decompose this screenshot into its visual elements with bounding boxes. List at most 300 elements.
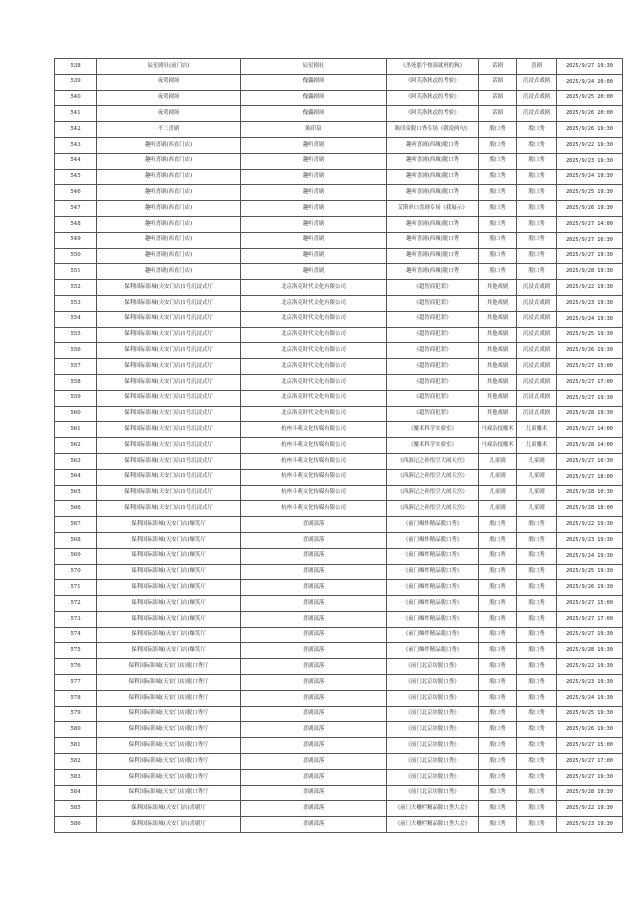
table-row <box>55 754 623 770</box>
cell-venue: 趣听喜剧(西直门店) <box>97 169 241 185</box>
cell-organizer: 喜剧部落 <box>241 817 387 833</box>
cell-time: 2025/9/24 19:30 <box>557 311 623 327</box>
cell-title: 趣听喜剧(西城)脱口秀 <box>387 169 479 185</box>
cell-title: 《前门爆炸精品脱口秀》 <box>387 564 479 580</box>
cell-title: 《前门爆炸精品脱口秀》 <box>387 548 479 564</box>
cell-venue: 保利国际影城(天安门店)爆笑厅 <box>97 564 241 580</box>
cell-id: 579 <box>55 706 97 722</box>
cell-time: 2025/9/26 19:30 <box>557 722 623 738</box>
cell-subcategory: 沉浸式戏剧 <box>517 343 557 359</box>
table-row <box>55 580 623 596</box>
table-row <box>55 722 623 738</box>
cell-organizer: 喜剧部落 <box>241 627 387 643</box>
cell-time: 2025/9/22 19:30 <box>557 517 623 533</box>
table-row <box>55 311 623 327</box>
cell-venue: 趣听喜剧(西直门店) <box>97 137 241 153</box>
cell-category: 儿童剧 <box>479 485 517 501</box>
cell-subcategory: 脱口秀 <box>517 216 557 232</box>
cell-title: 《前门爆炸精品脱口秀》 <box>387 596 479 612</box>
table-row <box>55 627 623 643</box>
cell-title: 《前门北京坊脱口秀》 <box>387 754 479 770</box>
cell-subcategory: 脱口秀 <box>517 137 557 153</box>
cell-category: 脱口秀 <box>479 675 517 691</box>
cell-time: 2025/9/27 10:30 <box>557 453 623 469</box>
cell-time: 2025/9/23 19:30 <box>557 153 623 169</box>
cell-id: 549 <box>55 232 97 248</box>
cell-subcategory: 脱口秀 <box>517 722 557 738</box>
cell-title: 趣听喜剧(西城)脱口秀 <box>387 248 479 264</box>
cell-time: 2025/9/28 19:30 <box>557 264 623 280</box>
cell-category: 脱口秀 <box>479 216 517 232</box>
cell-title: 《杀死那个按部就班的狗》 <box>387 59 479 75</box>
cell-time: 2025/9/28 10:30 <box>557 485 623 501</box>
cell-venue: 保利国际影城(天安门店)1号沉浸式厅 <box>97 422 241 438</box>
cell-id: 558 <box>55 374 97 390</box>
cell-subcategory: 脱口秀 <box>517 738 557 754</box>
cell-organizer: 趣听喜剧 <box>241 137 387 153</box>
cell-time: 2025/9/25 19:30 <box>557 706 623 722</box>
cell-time: 2025/9/25 20:00 <box>557 90 623 106</box>
cell-title: 艾斯单口喜剧专场《我展示》 <box>387 201 479 217</box>
cell-category: 话剧 <box>479 74 517 90</box>
table-row <box>55 137 623 153</box>
cell-category: 脱口秀 <box>479 532 517 548</box>
table-row <box>55 406 623 422</box>
cell-category: 话剧 <box>479 90 517 106</box>
cell-time: 2025/9/27 14:00 <box>557 422 623 438</box>
cell-time: 2025/9/26 19:30 <box>557 201 623 217</box>
cell-venue: 保利国际影城(天安门店)爆笑厅 <box>97 532 241 548</box>
cell-id: 572 <box>55 596 97 612</box>
cell-id: 568 <box>55 532 97 548</box>
cell-time: 2025/9/27 17:00 <box>557 754 623 770</box>
cell-title: 《前门爆炸精品脱口秀》 <box>387 611 479 627</box>
cell-category: 脱口秀 <box>479 801 517 817</box>
cell-subcategory: 脱口秀 <box>517 201 557 217</box>
cell-venue: 保利国际影城(天安门店)爆笑厅 <box>97 580 241 596</box>
table-row <box>55 74 623 90</box>
cell-organizer: 陈印泉 <box>241 122 387 138</box>
cell-time: 2025/9/27 19:30 <box>557 59 623 75</box>
cell-category: 儿童剧 <box>479 469 517 485</box>
cell-category: 脱口秀 <box>479 580 517 596</box>
cell-organizer: 北京洛克时代文化有限公司 <box>241 390 387 406</box>
cell-venue: 保利国际影城(天安门店)1号沉浸式厅 <box>97 469 241 485</box>
cell-subcategory: 脱口秀 <box>517 185 557 201</box>
cell-title: 《超智商犯罪》 <box>387 343 479 359</box>
cell-time: 2025/9/28 19:30 <box>557 643 623 659</box>
cell-time: 2025/9/27 16:30 <box>557 232 623 248</box>
cell-time: 2025/9/23 19:30 <box>557 817 623 833</box>
cell-id: 543 <box>55 137 97 153</box>
cell-venue: 保利国际影城(天安门店)脱口秀厅 <box>97 675 241 691</box>
cell-time: 2025/9/22 19:30 <box>557 280 623 296</box>
cell-id: 584 <box>55 785 97 801</box>
cell-organizer: 北京洛克时代文化有限公司 <box>241 343 387 359</box>
cell-organizer: 杭州斗萌文化传媒有限公司 <box>241 485 387 501</box>
cell-time: 2025/9/22 19:30 <box>557 659 623 675</box>
cell-title: 《超智商犯罪》 <box>387 390 479 406</box>
table-row <box>55 438 623 454</box>
cell-title: 《西游记之孙悟空大闹天宫》 <box>387 469 479 485</box>
table-row <box>55 596 623 612</box>
cell-venue: 保利国际影城(天安门店)爆笑厅 <box>97 517 241 533</box>
cell-subcategory: 沉浸式戏剧 <box>517 406 557 422</box>
cell-category: 其他戏剧 <box>479 390 517 406</box>
schedule-table <box>54 58 623 833</box>
table-row <box>55 485 623 501</box>
cell-venue: 保利国际影城(天安门店)脱口秀厅 <box>97 754 241 770</box>
cell-id: 571 <box>55 580 97 596</box>
cell-time: 2025/9/24 20:00 <box>557 74 623 90</box>
cell-venue: 保利国际影城(天安门店)爆笑厅 <box>97 611 241 627</box>
table-row <box>55 201 623 217</box>
table-row <box>55 216 623 232</box>
cell-id: 559 <box>55 390 97 406</box>
cell-subcategory: 脱口秀 <box>517 659 557 675</box>
cell-category: 脱口秀 <box>479 137 517 153</box>
table-row <box>55 422 623 438</box>
cell-venue: 保利国际影城(天安门店)喜剧厅 <box>97 817 241 833</box>
cell-title: 趣听喜剧(西城)脱口秀 <box>387 232 479 248</box>
table-row <box>55 374 623 390</box>
cell-id: 540 <box>55 90 97 106</box>
cell-id: 542 <box>55 122 97 138</box>
cell-subcategory: 沉浸式戏剧 <box>517 90 557 106</box>
table-row <box>55 153 623 169</box>
cell-title: 《前门北京坊脱口秀》 <box>387 659 479 675</box>
cell-category: 马戏杂技魔术 <box>479 438 517 454</box>
cell-title: 《前门爆炸精品脱口秀》 <box>387 643 479 659</box>
cell-time: 2025/9/27 15:00 <box>557 359 623 375</box>
cell-venue: 保利国际影城(天安门店)脱口秀厅 <box>97 785 241 801</box>
cell-venue: 保利国际影城(天安门店)爆笑厅 <box>97 548 241 564</box>
cell-venue: 保利国际影城(天安门店)脱口秀厅 <box>97 659 241 675</box>
cell-id: 545 <box>55 169 97 185</box>
cell-title: 《阿芙洛狄忒的考验》 <box>387 74 479 90</box>
cell-subcategory: 脱口秀 <box>517 532 557 548</box>
cell-category: 脱口秀 <box>479 690 517 706</box>
cell-venue: 保利国际影城(天安门店)1号沉浸式厅 <box>97 485 241 501</box>
cell-title: 《前门北京坊脱口秀》 <box>387 706 479 722</box>
cell-time: 2025/9/27 19:30 <box>557 769 623 785</box>
table-row <box>55 122 623 138</box>
cell-organizer: 喜剧部落 <box>241 801 387 817</box>
cell-category: 脱口秀 <box>479 248 517 264</box>
cell-title: 《前门爆炸精品脱口秀》 <box>387 627 479 643</box>
table-row <box>55 738 623 754</box>
cell-venue: 保利国际影城(天安门店)1号沉浸式厅 <box>97 438 241 454</box>
cell-venue: 保利国际影城(天安门店)爆笑厅 <box>97 627 241 643</box>
table-row <box>55 248 623 264</box>
cell-subcategory: 沉浸式戏剧 <box>517 390 557 406</box>
cell-organizer: 喜剧部落 <box>241 738 387 754</box>
cell-id: 539 <box>55 74 97 90</box>
cell-category: 脱口秀 <box>479 201 517 217</box>
cell-title: 《西游记之孙悟空大闹天宫》 <box>387 485 479 501</box>
cell-title: 《前门爆炸精品脱口秀》 <box>387 517 479 533</box>
table-row <box>55 769 623 785</box>
table-row <box>55 232 623 248</box>
table-row <box>55 517 623 533</box>
cell-organizer: 喜剧部落 <box>241 706 387 722</box>
cell-title: 趣听喜剧(西城)脱口秀 <box>387 137 479 153</box>
table-row <box>55 817 623 833</box>
cell-subcategory: 脱口秀 <box>517 264 557 280</box>
cell-organizer: 杭州斗萌文化传媒有限公司 <box>241 422 387 438</box>
cell-subcategory: 脱口秀 <box>517 548 557 564</box>
cell-title: 《超智商犯罪》 <box>387 406 479 422</box>
cell-organizer: 北京洛克时代文化有限公司 <box>241 327 387 343</box>
cell-time: 2025/9/26 19:30 <box>557 122 623 138</box>
cell-subcategory: 脱口秀 <box>517 817 557 833</box>
cell-subcategory: 脱口秀 <box>517 248 557 264</box>
cell-category: 脱口秀 <box>479 627 517 643</box>
cell-organizer: 趣听喜剧 <box>241 232 387 248</box>
cell-venue: 辰星剧社(前门店) <box>97 59 241 75</box>
cell-venue: 保利国际影城(天安门店)1号沉浸式厅 <box>97 374 241 390</box>
cell-venue: 保利国际影城(天安门店)1号沉浸式厅 <box>97 453 241 469</box>
cell-venue: 夜莺剧场 <box>97 90 241 106</box>
cell-id: 553 <box>55 295 97 311</box>
cell-id: 552 <box>55 280 97 296</box>
cell-venue: 保利国际影城(天安门店)1号沉浸式厅 <box>97 311 241 327</box>
cell-category: 脱口秀 <box>479 785 517 801</box>
cell-subcategory: 儿童魔术 <box>517 422 557 438</box>
cell-category: 儿童剧 <box>479 453 517 469</box>
cell-category: 脱口秀 <box>479 517 517 533</box>
cell-time: 2025/9/26 20:00 <box>557 106 623 122</box>
cell-venue: 保利国际影城(天安门店)1号沉浸式厅 <box>97 501 241 517</box>
cell-id: 563 <box>55 453 97 469</box>
cell-venue: 保利国际影城(天安门店)脱口秀厅 <box>97 769 241 785</box>
cell-organizer: 趣听喜剧 <box>241 185 387 201</box>
cell-title: 《超智商犯罪》 <box>387 327 479 343</box>
cell-venue: 保利国际影城(天安门店)爆笑厅 <box>97 643 241 659</box>
cell-id: 577 <box>55 675 97 691</box>
cell-time: 2025/9/23 19:30 <box>557 532 623 548</box>
cell-subcategory: 沉浸式戏剧 <box>517 359 557 375</box>
table-row <box>55 359 623 375</box>
cell-venue: 保利国际影城(天安门店)1号沉浸式厅 <box>97 280 241 296</box>
cell-title: 趣听喜剧(西城)脱口秀 <box>387 185 479 201</box>
table-row <box>55 706 623 722</box>
cell-title: 趣听喜剧(西城)脱口秀 <box>387 153 479 169</box>
cell-subcategory: 沉浸式戏剧 <box>517 74 557 90</box>
cell-id: 582 <box>55 754 97 770</box>
cell-category: 脱口秀 <box>479 817 517 833</box>
cell-venue: 保利国际影城(天安门店)1号沉浸式厅 <box>97 327 241 343</box>
cell-category: 其他戏剧 <box>479 295 517 311</box>
table-row <box>55 90 623 106</box>
cell-time: 2025/9/22 19:30 <box>557 801 623 817</box>
table-row <box>55 785 623 801</box>
cell-id: 541 <box>55 106 97 122</box>
cell-category: 脱口秀 <box>479 153 517 169</box>
cell-category: 脱口秀 <box>479 169 517 185</box>
cell-organizer: 趣听喜剧 <box>241 153 387 169</box>
cell-time: 2025/9/27 19:30 <box>557 248 623 264</box>
schedule-table-body <box>55 59 623 833</box>
cell-subcategory: 脱口秀 <box>517 627 557 643</box>
table-row <box>55 295 623 311</box>
cell-id: 569 <box>55 548 97 564</box>
cell-id: 575 <box>55 643 97 659</box>
cell-title: 陈印泉脱口秀专场《我说两句》 <box>387 122 479 138</box>
cell-time: 2025/9/27 14:00 <box>557 216 623 232</box>
cell-subcategory: 沉浸式戏剧 <box>517 327 557 343</box>
cell-id: 544 <box>55 153 97 169</box>
cell-title: 《前门大栅栏精品脱口秀大会》 <box>387 801 479 817</box>
cell-time: 2025/9/22 19:30 <box>557 137 623 153</box>
cell-subcategory: 脱口秀 <box>517 122 557 138</box>
cell-subcategory: 沉浸式戏剧 <box>517 374 557 390</box>
table-row <box>55 675 623 691</box>
table-row <box>55 643 623 659</box>
cell-id: 556 <box>55 343 97 359</box>
cell-title: 《西游记之孙悟空大闹天宫》 <box>387 453 479 469</box>
table-row <box>55 185 623 201</box>
cell-title: 《前门北京坊脱口秀》 <box>387 738 479 754</box>
cell-venue: 趣听喜剧(西直门店) <box>97 185 241 201</box>
cell-subcategory: 脱口秀 <box>517 706 557 722</box>
cell-subcategory: 儿童剧 <box>517 485 557 501</box>
cell-organizer: 北京洛克时代文化有限公司 <box>241 295 387 311</box>
cell-subcategory: 儿童剧 <box>517 501 557 517</box>
cell-venue: 趣听喜剧(西直门店) <box>97 216 241 232</box>
cell-subcategory: 脱口秀 <box>517 690 557 706</box>
cell-organizer: 喜剧部落 <box>241 517 387 533</box>
cell-time: 2025/9/24 19:30 <box>557 690 623 706</box>
cell-id: 538 <box>55 59 97 75</box>
cell-venue: 趣听喜剧(西直门店) <box>97 248 241 264</box>
cell-venue: 保利国际影城(天安门店)1号沉浸式厅 <box>97 295 241 311</box>
cell-id: 580 <box>55 722 97 738</box>
cell-organizer: 喜剧部落 <box>241 769 387 785</box>
table-row <box>55 801 623 817</box>
cell-time: 2025/9/28 14:00 <box>557 438 623 454</box>
cell-subcategory: 脱口秀 <box>517 169 557 185</box>
cell-organizer: 喜剧部落 <box>241 659 387 675</box>
cell-organizer: 喜剧部落 <box>241 548 387 564</box>
cell-category: 脱口秀 <box>479 659 517 675</box>
cell-organizer: 北京洛克时代文化有限公司 <box>241 374 387 390</box>
cell-time: 2025/9/27 19:30 <box>557 627 623 643</box>
cell-time: 2025/9/27 17:00 <box>557 611 623 627</box>
cell-time: 2025/9/26 19:30 <box>557 343 623 359</box>
cell-category: 其他戏剧 <box>479 280 517 296</box>
cell-subcategory: 沉浸式戏剧 <box>517 295 557 311</box>
cell-subcategory: 儿童剧 <box>517 453 557 469</box>
cell-title: 《前门爆炸精品脱口秀》 <box>387 580 479 596</box>
cell-id: 581 <box>55 738 97 754</box>
cell-title: 《超智商犯罪》 <box>387 280 479 296</box>
cell-subcategory: 儿童魔术 <box>517 438 557 454</box>
cell-category: 脱口秀 <box>479 232 517 248</box>
cell-time: 2025/9/23 19:30 <box>557 295 623 311</box>
cell-organizer: 趣听喜剧 <box>241 248 387 264</box>
cell-organizer: 喜剧部落 <box>241 532 387 548</box>
table-row <box>55 390 623 406</box>
cell-time: 2025/9/27 17:00 <box>557 374 623 390</box>
cell-organizer: 傀儡剧场 <box>241 74 387 90</box>
cell-venue: 夜莺剧场 <box>97 74 241 90</box>
cell-organizer: 杭州斗萌文化传媒有限公司 <box>241 453 387 469</box>
cell-title: 《魔术科学实验室》 <box>387 438 479 454</box>
table-row <box>55 690 623 706</box>
cell-title: 《超智商犯罪》 <box>387 374 479 390</box>
cell-category: 其他戏剧 <box>479 374 517 390</box>
cell-organizer: 喜剧部落 <box>241 675 387 691</box>
cell-category: 其他戏剧 <box>479 327 517 343</box>
cell-subcategory: 脱口秀 <box>517 232 557 248</box>
cell-venue: 不二喜剧 <box>97 122 241 138</box>
cell-title: 《超智商犯罪》 <box>387 295 479 311</box>
cell-subcategory: 脱口秀 <box>517 564 557 580</box>
cell-venue: 趣听喜剧(西直门店) <box>97 153 241 169</box>
cell-id: 573 <box>55 611 97 627</box>
cell-id: 564 <box>55 469 97 485</box>
table-row <box>55 169 623 185</box>
cell-subcategory: 脱口秀 <box>517 754 557 770</box>
cell-subcategory: 沉浸式戏剧 <box>517 280 557 296</box>
cell-category: 脱口秀 <box>479 564 517 580</box>
cell-venue: 保利国际影城(天安门店)脱口秀厅 <box>97 706 241 722</box>
table-row <box>55 469 623 485</box>
cell-id: 550 <box>55 248 97 264</box>
cell-title: 《前门北京坊脱口秀》 <box>387 675 479 691</box>
cell-subcategory: 脱口秀 <box>517 153 557 169</box>
cell-category: 脱口秀 <box>479 596 517 612</box>
table-row <box>55 106 623 122</box>
cell-organizer: 北京洛克时代文化有限公司 <box>241 359 387 375</box>
cell-venue: 保利国际影城(天安门店)喜剧厅 <box>97 801 241 817</box>
cell-id: 551 <box>55 264 97 280</box>
cell-organizer: 喜剧部落 <box>241 722 387 738</box>
cell-organizer: 北京洛克时代文化有限公司 <box>241 406 387 422</box>
cell-category: 儿童剧 <box>479 501 517 517</box>
cell-id: 554 <box>55 311 97 327</box>
cell-organizer: 趣听喜剧 <box>241 201 387 217</box>
cell-category: 脱口秀 <box>479 611 517 627</box>
cell-subcategory: 脱口秀 <box>517 801 557 817</box>
table-row <box>55 327 623 343</box>
cell-time: 2025/9/26 19:30 <box>557 580 623 596</box>
cell-time: 2025/9/27 18:00 <box>557 469 623 485</box>
cell-title: 《前门北京坊脱口秀》 <box>387 690 479 706</box>
cell-venue: 保利国际影城(天安门店)脱口秀厅 <box>97 690 241 706</box>
cell-id: 561 <box>55 422 97 438</box>
cell-category: 其他戏剧 <box>479 359 517 375</box>
cell-organizer: 傀儡剧场 <box>241 106 387 122</box>
cell-organizer: 趣听喜剧 <box>241 264 387 280</box>
cell-time: 2025/9/24 19:30 <box>557 169 623 185</box>
cell-category: 脱口秀 <box>479 706 517 722</box>
cell-subcategory: 脱口秀 <box>517 769 557 785</box>
cell-organizer: 辰星剧社 <box>241 59 387 75</box>
cell-organizer: 喜剧部落 <box>241 785 387 801</box>
cell-subcategory: 脱口秀 <box>517 517 557 533</box>
cell-time: 2025/9/28 19:30 <box>557 785 623 801</box>
cell-title: 《超智商犯罪》 <box>387 359 479 375</box>
cell-category: 脱口秀 <box>479 738 517 754</box>
table-row <box>55 59 623 75</box>
table-row <box>55 564 623 580</box>
cell-subcategory: 儿童剧 <box>517 469 557 485</box>
cell-venue: 保利国际影城(天安门店)1号沉浸式厅 <box>97 343 241 359</box>
cell-id: 565 <box>55 485 97 501</box>
table-row <box>55 501 623 517</box>
